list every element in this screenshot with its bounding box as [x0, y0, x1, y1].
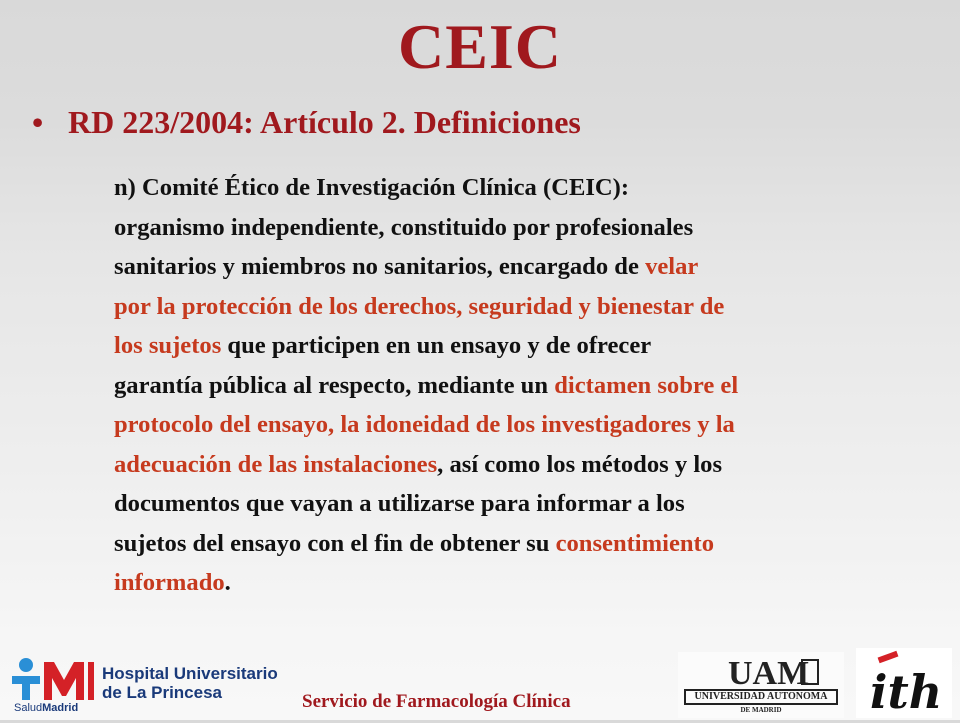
- highlighted-text: por la protección de los derechos, seguridad y bienestar de: [114, 292, 725, 320]
- footer-text: Servicio de Farmacología Clínica: [302, 691, 571, 712]
- highlighted-text: velar: [645, 253, 699, 280]
- highlighted-text: dictamen sobre el: [554, 371, 739, 399]
- ith-logo-icon: [856, 648, 952, 718]
- definition-text: [114, 168, 932, 603]
- highlighted-text: protocolo del ensayo, la idoneidad de los investigadores y la: [114, 411, 735, 438]
- uam-name: UNIVERSIDAD AUTONOMA: [684, 689, 838, 705]
- definition-line: [114, 247, 932, 287]
- uam-emblem-icon: [678, 652, 844, 688]
- hospital-logo: [8, 654, 278, 718]
- definition-line: [114, 287, 932, 327]
- definition-line: [114, 168, 932, 208]
- definition-line: [114, 208, 932, 248]
- slide-title: CEIC: [397, 11, 563, 82]
- hospital-name: [102, 664, 278, 702]
- body-text: organismo independiente, constituido por profesionales: [114, 213, 694, 241]
- definition-line: [114, 405, 932, 445]
- hospital-name-line2: de La Princesa: [102, 683, 223, 702]
- body-text: .: [224, 569, 231, 596]
- uam-letters: UAM: [728, 655, 810, 688]
- highlighted-text: informado: [114, 569, 225, 596]
- bullet-row: [32, 104, 581, 141]
- body-text: sanitarios y miembros no sanitarios, encargado de: [114, 253, 646, 280]
- body-text: garantía pública al respecto, mediante un: [114, 371, 555, 399]
- highlighted-text: adecuación de las instalaciones: [114, 450, 438, 478]
- madrid-label: Madrid: [42, 702, 79, 714]
- highlighted-text: consentimiento: [555, 529, 715, 557]
- body-text: que participen en un ensayo y de ofrecer: [221, 332, 652, 359]
- body-text: n) Comité Ético de Investigación Clínica (CEIC):: [114, 174, 630, 201]
- hospital-name-line1: Hospital Universitario: [102, 664, 278, 683]
- bullet-heading: RD 223/2004: Artículo 2. Definiciones: [68, 104, 581, 140]
- definition-line: [114, 366, 932, 406]
- uam-sub: DE MADRID: [740, 706, 782, 714]
- ith-logo: [856, 648, 952, 718]
- body-text: documentos que vayan a utilizarse para informar a los: [114, 490, 685, 517]
- salud-madrid-logo-icon: [8, 656, 98, 702]
- body-text: , así como los métodos y los: [437, 450, 723, 478]
- highlighted-text: los sujetos: [114, 332, 222, 359]
- definition-line: [114, 484, 932, 524]
- definition-line: [114, 445, 932, 485]
- definition-line: [114, 524, 932, 564]
- body-text: sujetos del ensayo con el fin de obtener su: [114, 529, 556, 557]
- salud-madrid-label: [14, 702, 78, 714]
- ith-text: ith: [870, 665, 943, 718]
- bullet-icon: •: [32, 104, 44, 140]
- definition-line: [114, 563, 932, 603]
- definition-line: [114, 326, 932, 366]
- uam-logo: [678, 652, 844, 718]
- salud-label: Salud: [14, 702, 43, 714]
